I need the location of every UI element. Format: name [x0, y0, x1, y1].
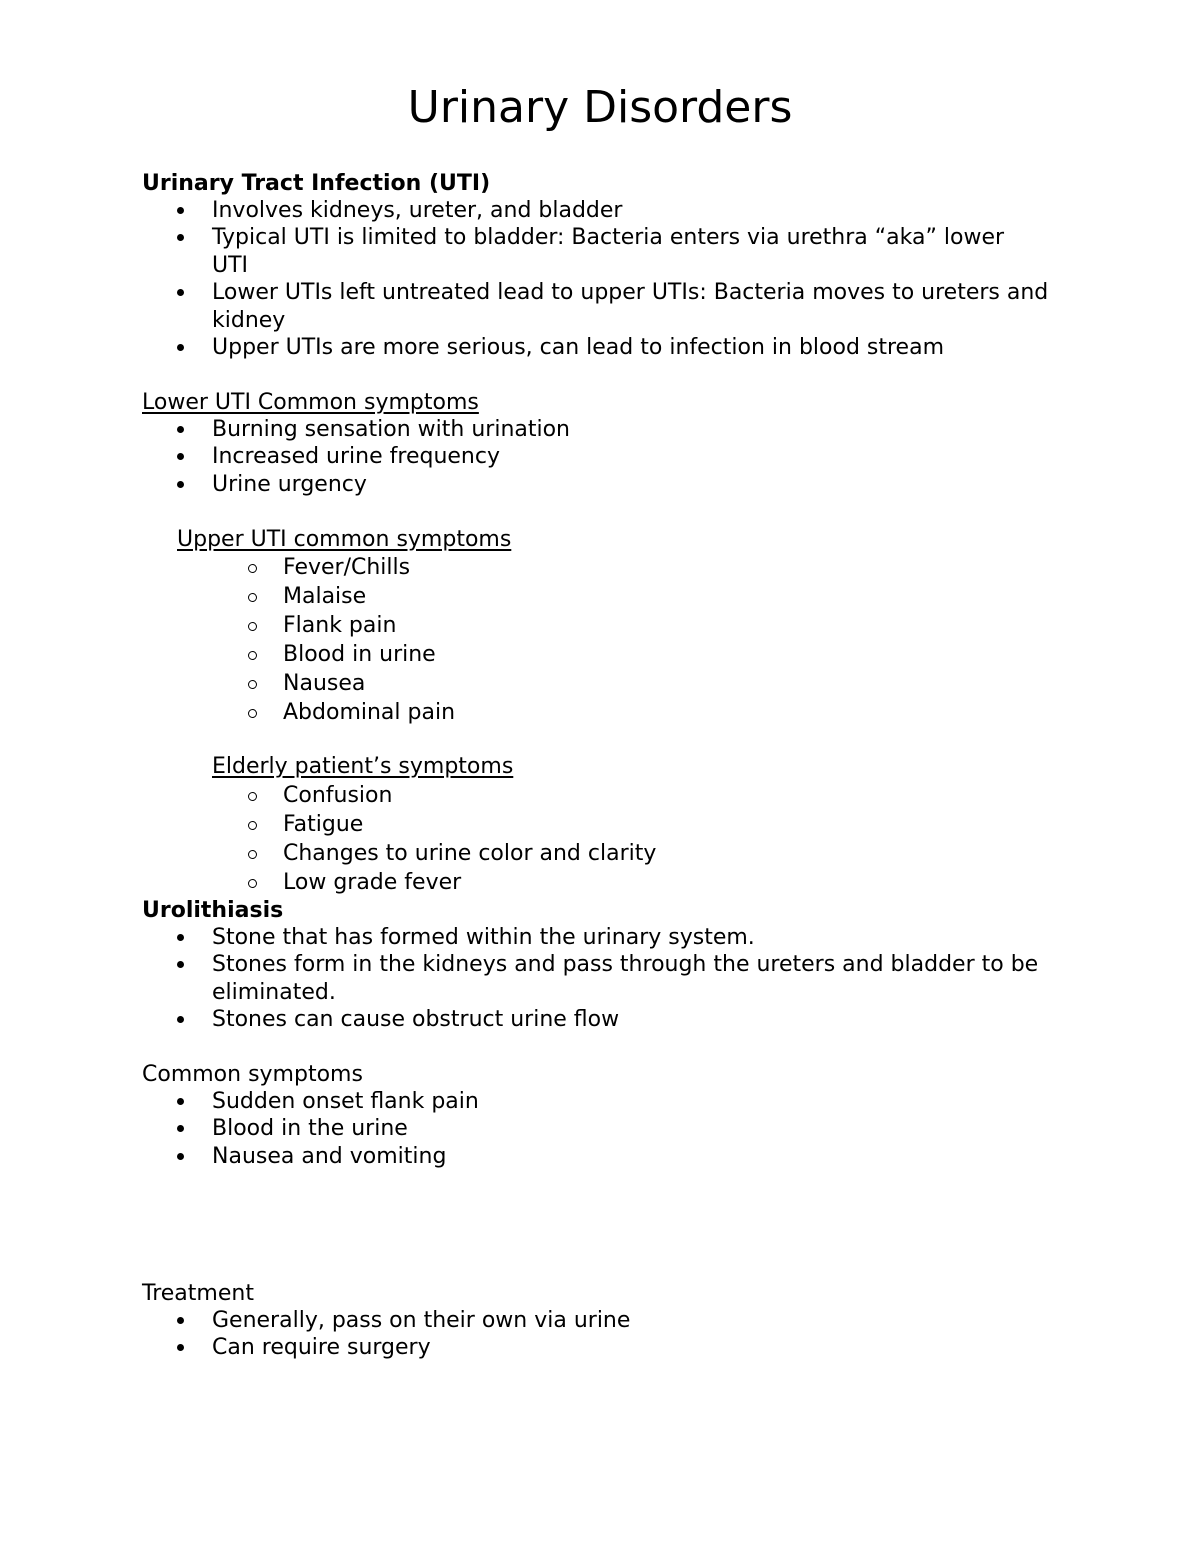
bullet-icon	[177, 426, 184, 433]
list-item: Stones form in the kidneys and pass through the ureters and bladder to be eliminated.	[212, 951, 1072, 1006]
lower-uti-section	[142, 389, 479, 416]
circle-bullet-icon	[248, 850, 257, 859]
circle-bullet-icon	[248, 709, 257, 718]
list-item: Abdominal pain	[283, 698, 1063, 727]
circle-bullet-icon	[248, 564, 257, 573]
upper-uti-section	[177, 526, 511, 553]
lower-uti-heading: Lower UTI Common symptoms	[142, 390, 479, 415]
common-symptoms-section	[142, 1061, 363, 1088]
elderly-list	[283, 781, 1063, 897]
bullet-icon	[177, 1098, 184, 1105]
circle-bullet-icon	[248, 879, 257, 888]
treatment-heading: Treatment	[142, 1281, 254, 1306]
list-item: Burning sensation with urination	[212, 416, 1072, 443]
list-item: Blood in urine	[283, 640, 1063, 669]
bullet-icon	[177, 453, 184, 460]
treatment-section	[142, 1280, 254, 1307]
circle-bullet-icon	[248, 680, 257, 689]
elderly-section	[212, 753, 513, 780]
list-item: Can require surgery	[212, 1334, 1072, 1361]
list-item: Generally, pass on their own via urine	[212, 1307, 1072, 1334]
list-item: Typical UTI is limited to bladder: Bacteria enters via urethra “aka” lower UTI	[212, 224, 1012, 279]
list-item: Upper UTIs are more serious, can lead to infection in blood stream	[212, 334, 1072, 361]
bullet-icon	[177, 289, 184, 296]
page-title: Urinary Disorders	[407, 82, 793, 133]
list-item: Low grade fever	[283, 868, 1063, 897]
list-item: Sudden onset flank pain	[212, 1088, 1072, 1115]
bullet-icon	[177, 344, 184, 351]
bullet-icon	[177, 1125, 184, 1132]
list-item: Involves kidneys, ureter, and bladder	[212, 197, 1072, 224]
bullet-icon	[177, 207, 184, 214]
upper-uti-heading: Upper UTI common symptoms	[177, 527, 512, 552]
list-item: Blood in the urine	[212, 1115, 1072, 1142]
circle-bullet-icon	[248, 821, 257, 830]
list-item: Urine urgency	[212, 471, 1072, 498]
list-item: Flank pain	[283, 611, 1063, 640]
urolithiasis-section	[142, 897, 283, 924]
circle-bullet-icon	[248, 593, 257, 602]
elderly-heading: Elderly patient’s symptoms	[212, 754, 514, 779]
circle-bullet-icon	[248, 792, 257, 801]
circle-bullet-icon	[248, 622, 257, 631]
common-symptoms-heading: Common symptoms	[142, 1062, 363, 1087]
uti-heading: Urinary Tract Infection (UTI)	[142, 171, 491, 196]
list-item: Fever/Chills	[283, 553, 1063, 582]
list-item: Confusion	[283, 781, 1063, 810]
treatment-list	[212, 1307, 1072, 1362]
urolithiasis-heading: Urolithiasis	[142, 898, 284, 923]
uti-section	[142, 170, 490, 197]
bullet-icon	[177, 1344, 184, 1351]
lower-uti-list	[212, 416, 1072, 498]
list-item: Fatigue	[283, 810, 1063, 839]
bullet-icon	[177, 234, 184, 241]
urolithiasis-list	[212, 924, 1072, 1034]
bullet-icon	[177, 934, 184, 941]
list-item: Malaise	[283, 582, 1063, 611]
list-item: Stones can cause obstruct urine flow	[212, 1006, 1072, 1033]
list-item: Stone that has formed within the urinary system.	[212, 924, 1072, 951]
list-item: Lower UTIs left untreated lead to upper UTIs: Bacteria moves to ureters and kidney	[212, 279, 1072, 334]
list-item: Increased urine frequency	[212, 443, 1072, 470]
circle-bullet-icon	[248, 651, 257, 660]
bullet-icon	[177, 481, 184, 488]
list-item: Changes to urine color and clarity	[283, 839, 1063, 868]
bullet-icon	[177, 1016, 184, 1023]
list-item: Nausea	[283, 669, 1063, 698]
bullet-icon	[177, 1317, 184, 1324]
upper-uti-list	[283, 553, 1063, 727]
uti-list	[212, 197, 1072, 361]
bullet-icon	[177, 1153, 184, 1160]
common-symptoms-list	[212, 1088, 1072, 1170]
bullet-icon	[177, 961, 184, 968]
list-item: Nausea and vomiting	[212, 1143, 1072, 1170]
